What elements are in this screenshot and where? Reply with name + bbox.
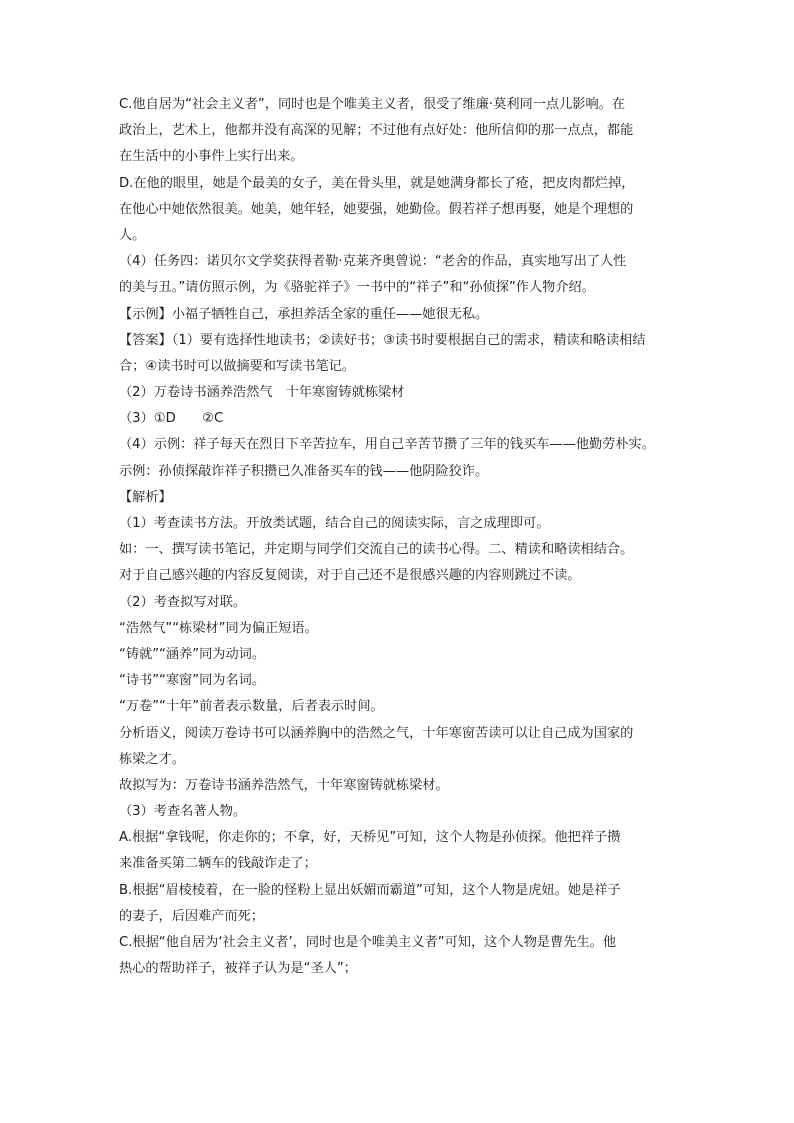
answer-heading-line: 【答案】（1）要有选择性地读书；②读好书；③读书时要根据自己的需求，精读和略读相结 xyxy=(119,332,646,348)
text-line: D.在他的眼里，她是个最美的女子，美在骨头里，就是她满身都长了疮，把皮肉都烂掉， xyxy=(119,175,635,191)
text-line: “铸就”“涵养”同为动词。 xyxy=(119,646,266,662)
text-line: A.根据“拿钱呢，你走你的；不拿，好，天桥见”可知，这个人物是孙侦探。他把祥子攒 xyxy=(119,830,621,846)
text-line: （3）考查名著人物。 xyxy=(119,804,247,820)
text-line: B.根据“眉棱棱着，在一脸的怪粉上显出妖媚而霸道”可知，这个人物是虎妞。她是祥子 xyxy=(119,882,621,898)
text-line: 对于自己感兴趣的内容反复阅读，对于自己还不是很感兴趣的内容则跳过不读。 xyxy=(119,568,581,584)
text-line: 示例：孙侦探敲诈祥子积攒已久准备买车的钱——他阴险狡诈。 xyxy=(119,463,489,479)
text-line: （4）任务四：诺贝尔文学奖获得者勒·克莱齐奥曾说：“老舍的作品，真实地写出了人性 xyxy=(119,254,627,270)
document-body xyxy=(119,92,689,982)
text-line: （2）考查拟写对联。 xyxy=(119,594,247,610)
text-line: 栋梁之才。 xyxy=(119,751,185,767)
text-line: “浩然气”“栋梁材”同为偏正短语。 xyxy=(119,620,318,636)
text-line: 如：一、撰写读书笔记，并定期与同学们交流自己的读书心得。二、精读和略读相结合。 xyxy=(119,542,634,558)
text-line: C.他自居为“社会主义者”，同时也是个唯美主义者，很受了维廉·莫利同一点儿影响。在 xyxy=(119,97,626,112)
text-line: 来准备买第二辆车的钱敲诈走了； xyxy=(119,856,317,872)
text-line: （3）①D ②C xyxy=(119,411,224,427)
text-line: （2）万卷诗书涵养浩然气 十年寒窗铸就栋梁材 xyxy=(119,385,405,401)
text-line: “万卷”“十年”前者表示数量，后者表示时间。 xyxy=(119,699,384,715)
text-line: （1）考查读书方法。开放类试题，结合自己的阅读实际，言之成理即可。 xyxy=(119,516,550,531)
text-line: 热心的帮助祥子，被祥子认为是“圣人”； xyxy=(119,961,357,977)
text-line: 合；④读书时可以做摘要和写读书笔记。 xyxy=(119,358,356,374)
text-line: 在他心中她依然很美。她美，她年轻，她要强，她勤俭。假若祥子想再娶，她是个理想的 xyxy=(119,201,634,217)
text-line: 的美与丑。”请仿照示例，为《骆驼祥子》一书中的“祥子”和“孙侦探”作人物介绍。 xyxy=(119,280,595,296)
text-line: （4）示例：祥子每天在烈日下辛苦拉车，用自己辛苦节攒了三年的钱买车——他勤劳朴实。 xyxy=(119,437,655,453)
analysis-heading: 【解析】 xyxy=(119,489,172,505)
text-line: C.根据“他自居为‘社会主义者’，同时也是个唯美主义者”可知，这个人物是曹先生。他 xyxy=(119,935,617,950)
example-line: 【示例】小福子牺牲自己，承担养活全家的重任——她很无私。 xyxy=(119,306,489,322)
text-line: 分析语义，阅读万卷诗书可以涵养胸中的浩然之气，十年寒窗苦读可以让自己成为国家的 xyxy=(119,725,634,741)
text-line: 故拟写为：万卷诗书涵养浩然气，十年寒窗铸就栋梁材。 xyxy=(119,777,449,793)
text-line: “诗书”“寒窗”同为名词。 xyxy=(119,673,266,689)
text-line: 政治上，艺术上，他都并没有高深的见解；不过他有点好处：他所信仰的那一点点，都能 xyxy=(119,123,634,139)
text-line: 人。 xyxy=(119,227,146,243)
text-line: 的妻子，后因难产而死； xyxy=(119,908,265,924)
text-line: 在生活中的小事件上实行出来。 xyxy=(119,149,304,165)
